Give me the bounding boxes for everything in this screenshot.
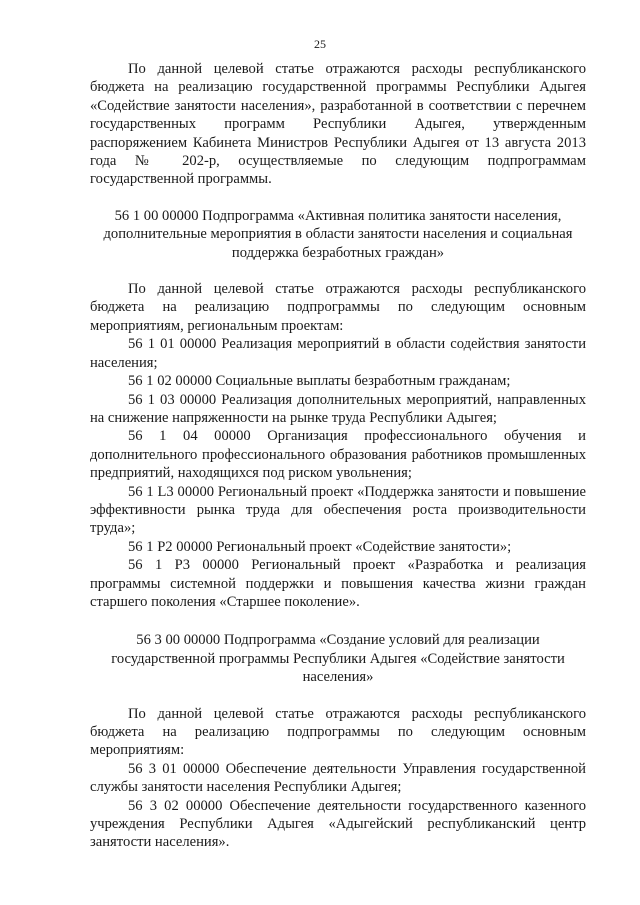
list-item: 56 1 L3 00000 Региональный проект «Поддержка занятости и повышение эффективности рынка труда для обеспечения роста производительности труда»; — [90, 483, 586, 537]
section-intro: По данной целевой статье отражаются расходы республиканского бюджета на реализацию подпрограммы по следующим основным мероприятиям, региональным проектам: — [90, 281, 586, 334]
list-item: 56 3 01 00000 Обеспечение деятельности Управления государственной службы занятости населения Республики Адыгея; — [90, 760, 586, 796]
list-item: 56 1 P3 00000 Региональный проект «Разработка и реализация программы системной поддержки и повышения качества жизни граждан старшего поколения «Старшее поколение». — [90, 557, 586, 610]
list-item: 56 1 03 00000 Реализация дополнительных мероприятий, направленных на снижение напряженности на рынке труда Республики Адыгея; — [90, 391, 586, 426]
list-item: 56 1 P2 00000 Региональный проект «Содействие занятости»; — [128, 538, 512, 555]
section-heading: 56 1 00 00000 Подпрограмма «Активная политика занятости населения, дополнительные мероприятия в области занятости населения и социальная поддержка безработных граждан» — [103, 207, 573, 261]
page-number: 25 — [314, 37, 326, 51]
section-intro: По данной целевой статье отражаются расходы республиканского бюджета на реализацию подпрограммы по следующим основным мероприятиям: — [90, 705, 586, 759]
document-body — [90, 60, 586, 852]
intro-paragraph: По данной целевой статье отражаются расходы республиканского бюджета на реализацию государственной программы Республики Адыгея «Содействие занятости населения», разработанной в соответствии с перечнем государственных программ Республики Адыгея, утвержденным распоряжением Кабинета Министров Республики Адыгея от 13 августа 2013 года № 202-р, осуществляемые по следующим подпрограммам государственной программы. — [90, 61, 586, 188]
list-item: 56 3 02 00000 Обеспечение деятельности государственного казенного учреждения Республики Адыгея «Адыгейский республиканский центр занятости населения». — [90, 797, 586, 851]
list-item: 56 1 04 00000 Организация профессионального обучения и дополнительного профессионального образования работников промышленных предприятий, находящихся под риском увольнения; — [90, 428, 586, 482]
list-item: 56 1 01 00000 Реализация мероприятий в области содействия занятости населения; — [90, 336, 586, 371]
list-item: 56 1 02 00000 Социальные выплаты безработным гражданам; — [128, 373, 511, 390]
section-heading: 56 3 00 00000 Подпрограмма «Создание условий для реализации государственной программы Республики Адыгея «Содействие занятости населения» — [111, 632, 565, 686]
